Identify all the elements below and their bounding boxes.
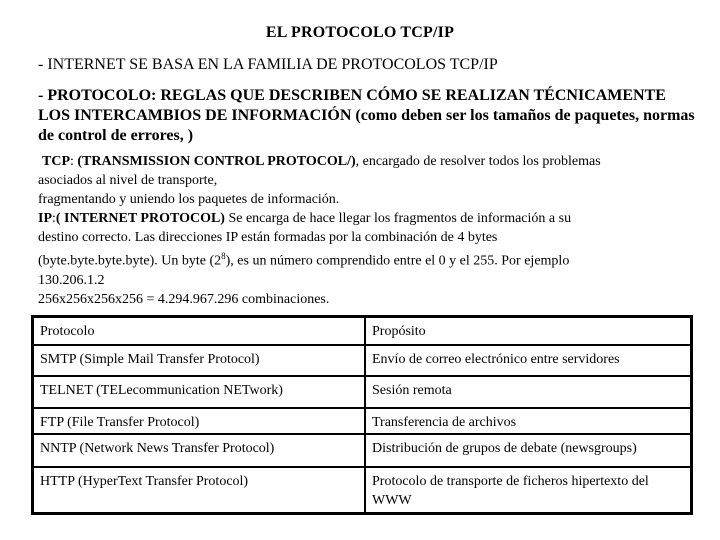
protocol-cell: SMTP (Simple Mail Transfer Protocol): [33, 345, 366, 376]
tcp-text-1: , encargado de resolver todos los problemas: [355, 154, 601, 169]
tcp-colon: :: [70, 154, 78, 169]
ip-line-3: [38, 247, 708, 271]
protocol-cell: HTTP (HyperText Transfer Protocol): [33, 467, 366, 514]
protocols-description: [38, 152, 708, 309]
intro-line: - INTERNET SE BASA EN LA FAMILIA DE PROTOCOLOS TCP/IP: [38, 56, 498, 73]
ip-colon: :: [52, 211, 56, 226]
protocol-cell: TELNET (TELecommunication NETwork): [33, 376, 366, 408]
ip-label: IP: [38, 211, 52, 226]
header-protocol: Protocolo: [33, 317, 366, 346]
protocol-definition-note: (como deben ser los tamaños de paquetes, normas de control de errores, ): [38, 107, 695, 144]
purpose-cell: Envío de correo electrónico entre servidores: [365, 345, 692, 376]
tcp-line-1: [38, 152, 708, 171]
table-row: [33, 408, 692, 434]
table-header-row: [33, 317, 692, 346]
protocol-cell: FTP (File Transfer Protocol): [33, 408, 366, 434]
protocol-cell: NNTP (Network News Transfer Protocol): [33, 434, 366, 467]
purpose-cell: Transferencia de archivos: [365, 408, 692, 434]
ip-line-2: destino correcto. Las direcciones IP están formadas por la combinación de 4 bytes: [38, 230, 498, 245]
table-row: [33, 345, 692, 376]
page-title: EL PROTOCOLO TCP/IP: [265, 24, 455, 41]
purpose-cell: Distribución de grupos de debate (newsgroups): [365, 434, 692, 467]
ip-example: 130.206.1.2: [38, 272, 105, 288]
ip-line-1: [38, 209, 708, 228]
protocol-definition-main: - PROTOCOLO: REGLAS QUE DESCRIBEN CÓMO SE REALIZAN TÉCNICAMENTE LOS INTERCAMBIOS DE INFORMACIÓN: [38, 87, 666, 124]
tcp-line-2: asociados al nivel de transporte,: [38, 173, 218, 188]
ip-text-3b: ), es un número comprendido entre el 0 y el 255. Por ejemplo: [225, 253, 570, 269]
table-row: [33, 467, 692, 514]
purpose-cell: Sesión remota: [365, 376, 692, 408]
table-row: [33, 376, 692, 408]
table-row: [33, 434, 692, 467]
tcp-line-3: fragmentando y uniendo los paquetes de información.: [38, 192, 340, 207]
tcp-label: TCP: [42, 154, 70, 169]
header-purpose: Propósito: [365, 317, 692, 346]
protocol-definition: [38, 86, 698, 146]
purpose-cell: Protocolo de transporte de ficheros hipertexto del WWW: [365, 467, 692, 514]
tcp-name: (TRANSMISSION CONTROL PROTOCOL/): [77, 154, 356, 169]
ip-superscript: 8: [221, 251, 226, 261]
ip-name: ( INTERNET PROTOCOL): [55, 211, 225, 226]
ip-text-1: Se encarga de hace llegar los fragmentos de información a su: [224, 211, 572, 226]
protocols-table: [31, 315, 693, 515]
ip-text-3a: (byte.byte.byte.byte). Un byte (2: [38, 253, 222, 269]
ip-combinations: 256x256x256x256 = 4.294.967.296 combinaciones.: [38, 291, 330, 307]
